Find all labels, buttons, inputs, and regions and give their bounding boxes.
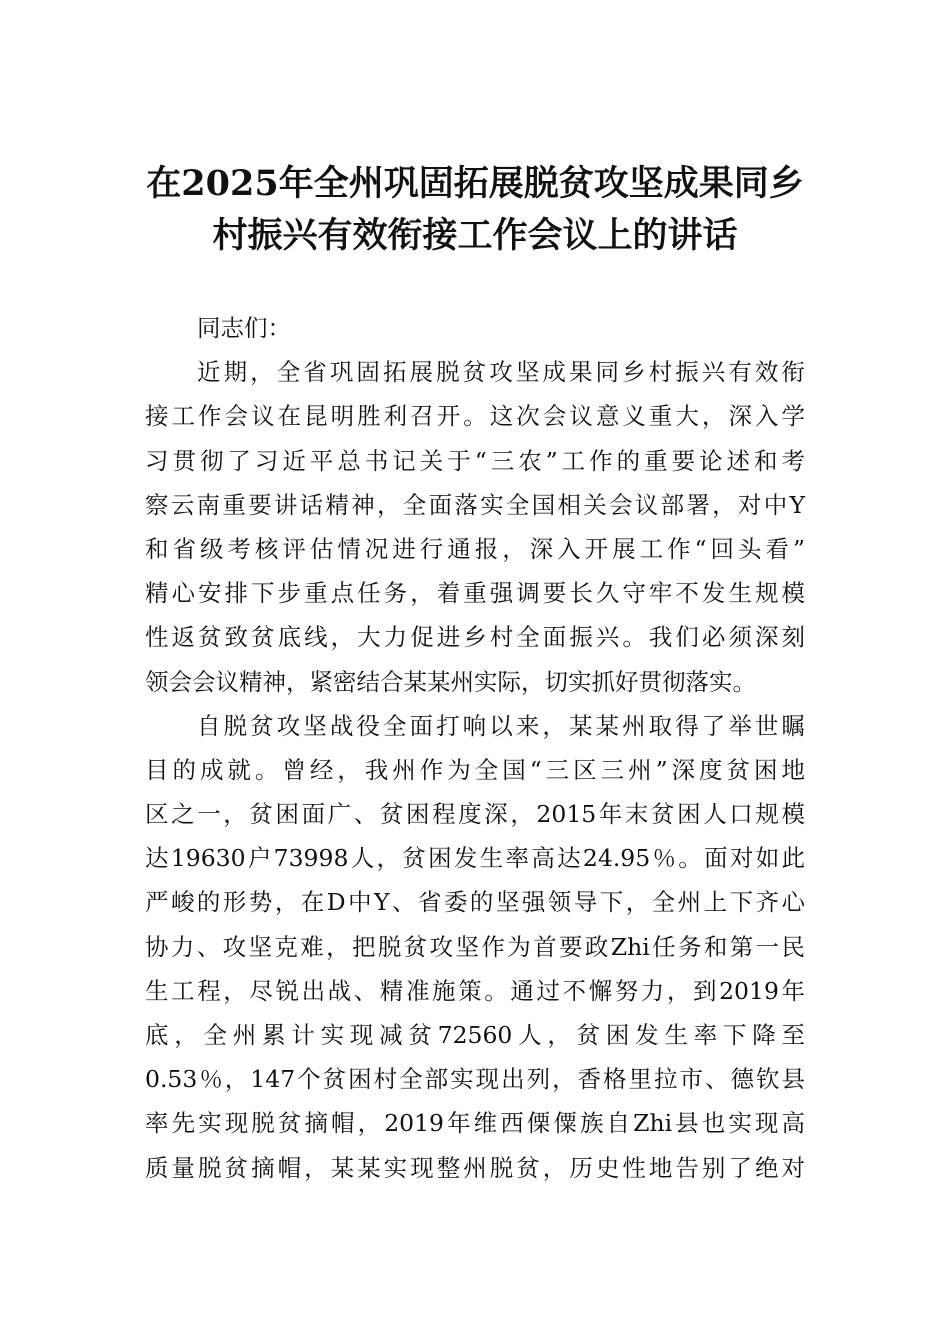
title-line-2: 村振兴有效衔接工作会议上的讲话 bbox=[212, 215, 738, 256]
paragraph-2-line-2: 目的成就。曾经，我州作为全国“三区三州”深度贫困地 bbox=[145, 755, 805, 784]
paragraph-2-line-11: 质量脱贫摘帽，某某实现整州脱贫，历史性地告别了绝对 bbox=[145, 1153, 805, 1182]
paragraph-1-line-6: 精心安排下步重点任务，着重强调要长久守牢不发生规模 bbox=[145, 579, 805, 608]
paragraph-2-line-4: 达19630户73998人，贫困发生率高达24.95％。面对如此 bbox=[145, 844, 805, 873]
paragraph-1-line-5: 和省级考核评估情况进行通报，深入开展工作“回头看” bbox=[145, 534, 805, 563]
paragraph-1-line-2: 接工作会议在昆明胜利召开。这次会议意义重大，深入学 bbox=[145, 402, 805, 431]
document-body bbox=[145, 306, 805, 1190]
document-title bbox=[120, 158, 830, 262]
paragraph-2-line-7: 生工程，尽锐出战、精准施策。通过不懈努力，到2019年 bbox=[145, 976, 805, 1005]
title-line-1: 在2025年全州巩固拓展脱贫攻坚成果同乡 bbox=[146, 163, 804, 204]
paragraph-2-line-5: 严峻的形势，在D中Y、省委的坚强领导下，全州上下齐心 bbox=[145, 888, 805, 917]
paragraph-2-line-1: 自脱贫攻坚战役全面打响以来，某某州取得了举世瞩 bbox=[197, 711, 805, 740]
paragraph-1-line-4: 察云南重要讲话精神，全面落实全国相关会议部署，对中Y bbox=[145, 490, 805, 519]
paragraph-2-line-3: 区之一，贫困面广、贫困程度深，2015年末贫困人口规模 bbox=[145, 800, 805, 829]
paragraph-2-line-6: 协力、攻坚克难，把脱贫攻坚作为首要政Zhi任务和第一民 bbox=[145, 932, 805, 961]
paragraph-2-line-10: 率先实现脱贫摘帽，2019年维西傈僳族自Zhi县也实现高 bbox=[145, 1109, 805, 1138]
paragraph-1-line-7: 性返贫致贫底线，大力促进乡村全面振兴。我们必须深刻 bbox=[145, 623, 805, 652]
paragraph-1-line-1: 近期，全省巩固拓展脱贫攻坚成果同乡村振兴有效衔 bbox=[197, 358, 805, 387]
paragraph-2-line-9: 0.53％，147个贫困村全部实现出列，香格里拉市、德钦县 bbox=[145, 1065, 805, 1094]
paragraph-1-line-8: 领会会议精神，紧密结合某某州实际，切实抓好贯彻落实。 bbox=[145, 667, 756, 696]
paragraph-2-line-8: 底，全州累计实现减贫72560人，贫困发生率下降至 bbox=[145, 1021, 805, 1049]
salutation: 同志们： bbox=[197, 314, 291, 342]
paragraph-1-line-3: 习贯彻了习近平总书记关于“三农”工作的重要论述和考 bbox=[145, 446, 805, 475]
